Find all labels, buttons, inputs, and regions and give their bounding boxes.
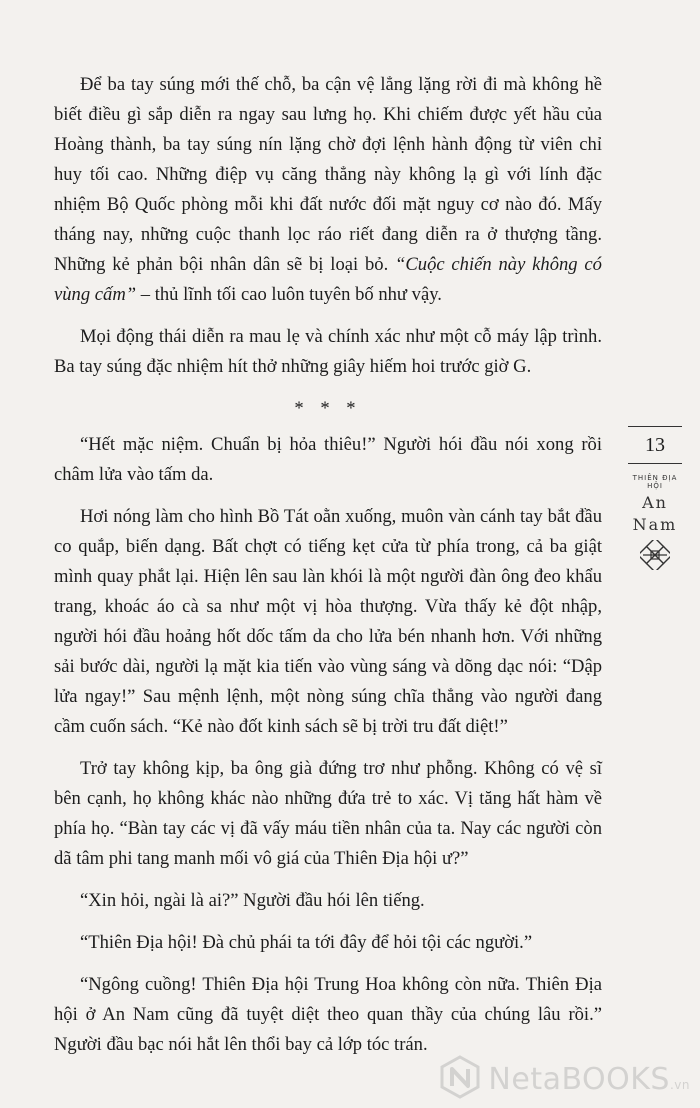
paragraph-7: “Thiên Địa hội! Đà chủ phái ta tới đây để hỏi tội các người.” (80, 932, 533, 953)
bottom-rule (628, 463, 682, 464)
paragraph-2: Mọi động thái diễn ra mau lẹ và chính xác như một cỗ máy lập trình. Ba tay súng đặc nhiệm hít thở những giây hiếm hoi trước giờ G. (54, 326, 602, 377)
book-brand-logo: An Nam (632, 493, 678, 534)
paragraph-5: Trở tay không kịp, ba ông già đứng trơ như phỗng. Không có vệ sĩ bên cạnh, họ không khác nào những đứa trẻ to xác. Vị tăng hất hàm về phía họ. “Bàn tay các vị đã vấy máu tiền nhân của ta. Nay các người còn dã tâm phi tang manh mối vô giá của Thiên Địa hội ư?” (54, 758, 602, 869)
seal-icon (626, 540, 684, 574)
paragraph-1: Để ba tay súng mới thế chỗ, ba cận vệ lẳng lặng rời đi mà không hề biết điều gì sắp diễn ra ngay sau lưng họ. Khi chiếm được yết hầu của Hoàng thành, ba tay súng nín lặng chờ đợi lệnh hành động từ viên chỉ huy tối cao. Những điệp vụ căng thẳng này không lạ gì với lính đặc nhiệm Bộ Quốc phòng mỗi khi đất nước đối mặt nguy cơ nào đó. Mấy tháng nay, những cuộc thanh lọc ráo riết đang diễn ra ở thượng tầng. Những kẻ phản bội nhân dân sẽ bị loại bỏ. “Cuộc chiến này không có vùng cấm” – thủ lĩnh tối cao luôn tuyên bố như vậy. (54, 74, 602, 305)
body-text (54, 70, 602, 1072)
section-separator: * * * (294, 398, 362, 419)
paragraph-6: “Xin hỏi, ngài là ai?” Người đầu hói lên tiếng. (80, 890, 425, 911)
watermark-text: NetaBOOKS.vn (488, 1061, 690, 1097)
page-sidebar (626, 426, 684, 574)
n-logo-icon (438, 1055, 482, 1103)
quote: “Cuộc chiến này không có vùng cấm” (54, 254, 602, 305)
page-number: 13 (645, 434, 665, 456)
book-brand-small: THIÊN ĐỊA HỘI (632, 474, 678, 490)
paragraph-4: Hơi nóng làm cho hình Bồ Tát oằn xuống, muôn vàn cánh tay bắt đầu co quắp, biến dạng. Bất chợt có tiếng kẹt cửa từ phía trong, cả ba giật mình quay phắt lại. Hiện lên sau làn khói là một người đàn ông đeo khẩu trang, khoác áo cà sa như một vị hòa thượng. Vừa thấy kẻ đột nhập, người hói đầu hoảng hốt dốc tấm da cho lửa bén nhanh hơn. Với những sải bước dài, người lạ mặt kia tiến vào vùng sáng và dõng dạc nói: “Dập lửa ngay!” Sau mệnh lệnh, một nòng súng chĩa thẳng vào người đang cầm cuốn sách. “Kẻ nào đốt kinh sách sẽ bị trời tru đất diệt!” (54, 506, 602, 737)
paragraph-3: “Hết mặc niệm. Chuẩn bị hỏa thiêu!” Người hói đầu nói xong rồi châm lửa vào tấm da. (54, 434, 602, 485)
paragraph-8: “Ngông cuồng! Thiên Địa hội Trung Hoa không còn nữa. Thiên Địa hội ở An Nam cũng đã tuyệt diệt theo quan thầy của chúng lâu rồi.” Người đầu bạc nói hắt lên thổi bay cả lớp tóc trán. (54, 974, 602, 1055)
netabooks-watermark (438, 1056, 690, 1102)
